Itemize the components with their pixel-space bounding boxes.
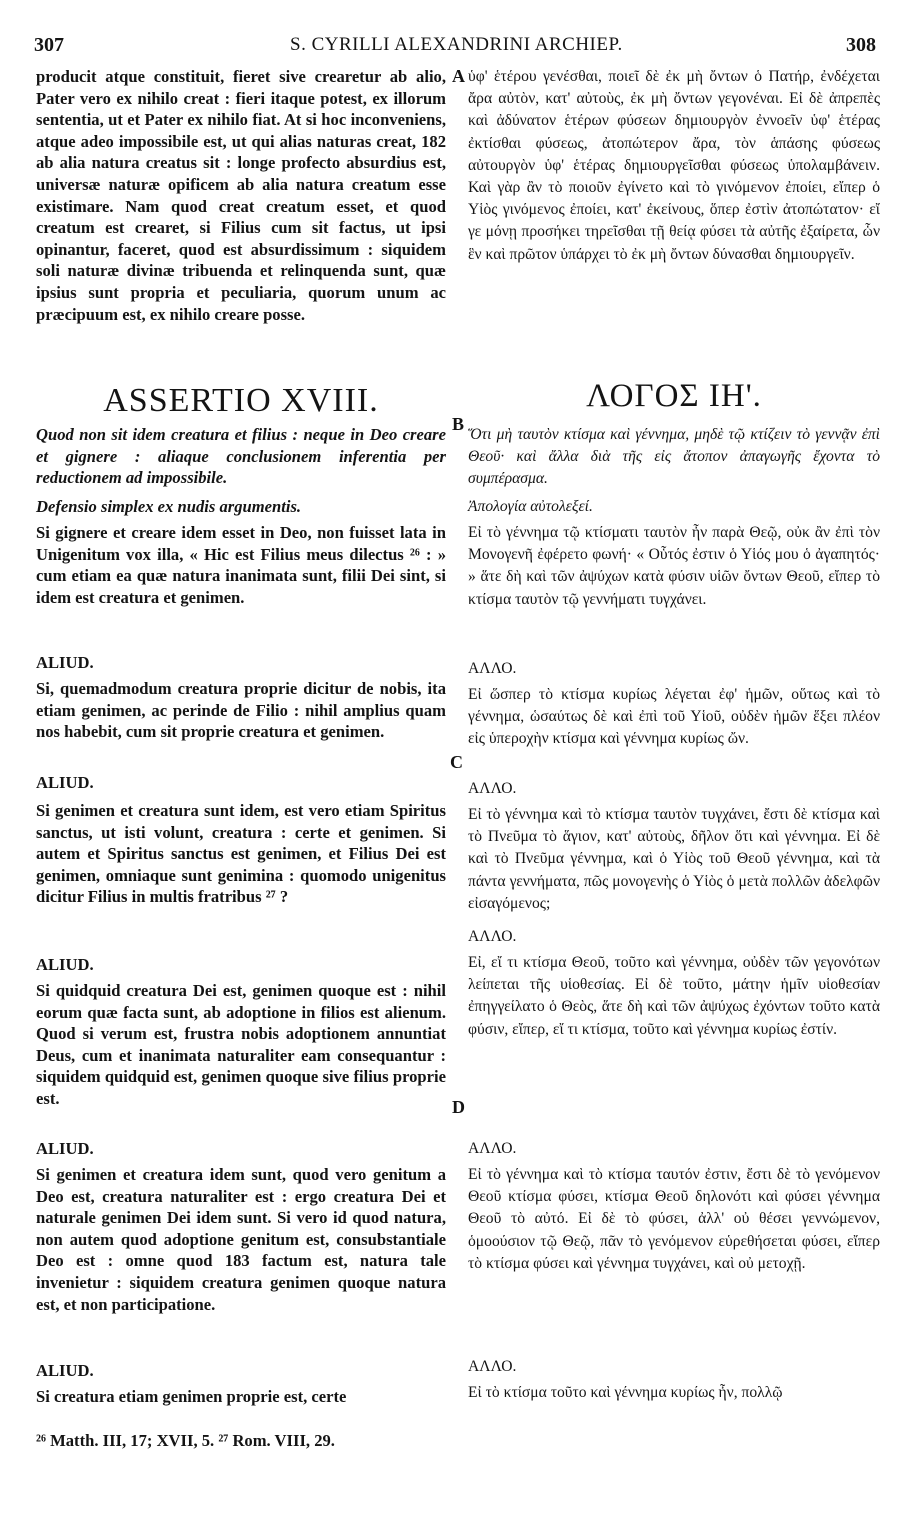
margin-letter-c: C [450, 752, 463, 772]
latin-paragraph-4: Si quidquid creatura Dei est, genimen quoque est : nihil eorum quæ facta sunt, ab adoptione in filios est alienum. Quod si verum est, frustra nobis adoptionem annuntiat Deus, cum et inanimata naturaliter eam consequantur : siquidem quidquid est, genimen quoque sive filius proprie est. [36, 981, 446, 1108]
right-page-number: 308 [846, 34, 876, 56]
greek-apologia-subtitle: Ἀπολογία αὐτολεξεί. [468, 498, 593, 515]
latin-aliud-3: ALIUD. [36, 955, 94, 974]
running-title: S. CYRILLI ALEXANDRINI ARCHIEP. [290, 34, 623, 55]
greek-paragraph-6: Εἰ τὸ κτίσμα τοῦτο καὶ γέννημα κυρίως ἦν, πολλῷ [468, 1384, 783, 1401]
latin-summary: Quod non sit idem creatura et filius : neque in Deo creare et gignere : aliaque conclusionem inferentia per reductionem ad impossibile. [36, 425, 446, 488]
latin-paragraph-3: Si genimen et creatura sunt idem, est vero etiam Spiritus sanctus, ut isti volunt, creatura : certe et genimen. Si autem et Spiritus sanctus est genimen, et Filius Dei est genimen, omniaque sunt genimina : quomodo unigenitus dicitur Filius in multis fratribus ²⁷ ? [36, 801, 446, 907]
latin-defensio-subtitle: Defensio simplex ex nudis argumentis. [36, 497, 302, 516]
latin-column [36, 66, 446, 1466]
greek-column [468, 66, 880, 1466]
latin-paragraph-5: Si genimen et creatura idem sunt, quod vero genitum a Deo est, creatura naturaliter est : ergo creatura Dei et naturale genimen Dei idem sunt. Si vero id quod natura, non autem quod adoptione genitum est, consubstantiale Deo est : omne quod 183 factum est, natura tale invenietur : siquidem creatura genimen quoque natura est, et non participatione. [36, 1165, 446, 1314]
greek-section-heading: ΛΟΓΟΣ ΙΗ'. [586, 378, 762, 414]
latin-section-heading: ASSERTIO XVIII. [103, 382, 379, 419]
greek-allo-3: ΑΛΛΟ. [468, 928, 517, 945]
greek-paragraph-2: Εἰ ὥσπερ τὸ κτίσμα κυρίως λέγεται ἐφ' ἡμῶν, οὕτως καὶ τὸ γέννημα, ὡσαύτως δὲ καὶ ἐπὶ τοῦ Υἱοῦ, οὐδὲν ἡμῶν ἕξει πλέον εἰς ὑπεροχὴν κτίσμα καὶ γέννημα κυρίως ὤν. [468, 686, 880, 748]
latin-paragraph-6: Si creatura etiam genimen proprie est, certe [36, 1387, 347, 1406]
greek-paragraph-1: Εἰ τὸ γέννημα τῷ κτίσματι ταυτὸν ἦν παρὰ Θεῷ, οὐκ ἂν ἐπὶ τὸν Μονογενῆ ἐφέρετο φωνή· « Οὗτός ἐστιν ὁ Υἱός μου ὁ ἀγαπητός· » ἅτε δὴ καὶ τῶν ἀψύχων κατὰ φύσιν υἱῶν ὄντων Θεοῦ, εἴπερ τὸ κτίσμα ταυτὸν τῷ γεννήματι τυγχάνει. [468, 524, 880, 608]
greek-allo-1: ΑΛΛΟ. [468, 660, 517, 677]
footnotes: ²⁶ Matth. III, 17; XVII, 5. ²⁷ Rom. VIII, 29. [36, 1431, 335, 1450]
greek-paragraph-5: Εἰ τὸ γέννημα καὶ τὸ κτίσμα ταυτόν ἐστιν, ἔστι δὲ τὸ γενόμενον Θεοῦ κτίσμα φύσει, κτίσμα Θεοῦ δηλονότι καὶ φύσει γέννημα Θεοῦ τὸ αὐτό. Εἰ δὲ τὸ φύσει, ἀλλ' οὐ θέσει γεννώμενον, ὁμοούσιον τῷ Θεῷ, πᾶν τὸ γενόμενον εὑρεθήσεται φύσει, εἴπερ τὸ κτίσμα φύσει καὶ γέννημα τυγχάνει, καὶ οὐ μετοχῇ. [468, 1166, 880, 1272]
latin-aliud-5: ALIUD. [36, 1361, 94, 1380]
latin-paragraph-1: Si gignere et creare idem esset in Deo, non fuisset lata in Unigenitum vox illa, « Hic est Filius meus dilectus ²⁶ : » cum etiam ea quæ natura inanimata sunt, filii Dei sint, si idem est creatura et genimen. [36, 523, 446, 607]
latin-aliud-2: ALIUD. [36, 773, 94, 792]
latin-aliud-1: ALIUD. [36, 653, 94, 672]
latin-paragraph-2: Si, quemadmodum creatura proprie dicitur de nobis, ita etiam genimen, ac perinde de Filio : nihil amplius quam nos habebit, cum sit proprie creatura et genimen. [36, 679, 446, 742]
left-page-number: 307 [34, 34, 64, 56]
latin-intro-paragraph: producit atque constituit, fieret sive crearetur ab alio, Pater vero ex nihilo creat : fieri itaque potest, ex illorum sententia, ut et Pater ex nihilo fiat. At si hoc inconveniens, atque adeo impossibile est, ut qui alias naturas creat, 182 ab alia natura creatus sit : longe profecto absurdius est, universæ naturæ opificem ab alia natura creatum esse existimare. Nam quod creat creatum esset, et quod creatum est crearet, si Filius cum sit factus, ut ipsi opinantur, faceret, quod est absurdissimum : siquidem soli naturæ divinæ tribuenda et relinquenda sunt, quæ ipsius sunt propria et peculiaria, quorum unum ac præcipuum est, ex nihilo creare posse. [36, 67, 446, 324]
latin-aliud-4: ALIUD. [36, 1139, 94, 1158]
greek-allo-5: ΑΛΛΟ. [468, 1358, 517, 1375]
greek-paragraph-3: Εἰ τὸ γέννημα καὶ τὸ κτίσμα ταυτὸν τυγχάνει, ἔστι δὲ κτίσμα καὶ τὸ Πνεῦμα τὸ ἅγιον, κατ' αὐτοὺς, δῆλον ὅτι καὶ γέννημα. Εἰ δὲ καὶ τὸ Πνεῦμα γέννημα, καὶ ὁ Υἱὸς τοῦ Θεοῦ γέννημα, καὶ τὰ πάντα γεννήματα, πῶς μονογενὴς ὁ Υἱὸς ὁ μετὰ πολλῶν ἀδελφῶν εἰσαγόμενος; [468, 806, 880, 912]
greek-intro-paragraph: ὑφ' ἑτέρου γενέσθαι, ποιεῖ δὲ ἐκ μὴ ὄντων ὁ Πατήρ, ἐνδέχεται ἄρα αὐτὸν, κατ' αὐτοὺς, ἐκ μὴ ὄντων γεγονέναι. Εἰ δὲ ἀπρεπὲς καὶ ἀδύνατον ἑτέρων φύσεων δημιουργὸν ἐννοεῖν ὑφ' ἑτέρας ἐκτίσθαι φύσεως, ἀτοπώτερον ἄρα, τὸν ἁπάσης φύσεως αὐτουργὸν ὑφ' ἑτέρας δημιουργεῖσθαι φύσεως ὑπολαμβάνειν. Καὶ γὰρ ἂν τὸ ποιοῦν ἐγίνετο καὶ τὸ γινόμενον ἐποίει, εἴπερ ὁ Υἱὸς γινόμενος ἐποίει, κατ' ἐκείνους, ὅπερ ἐστὶν ἀτοπώτατον· εἴ γε μόνῃ προσήκει τηρεῖσθαι τῇ θείᾳ φύσει τὰ αὐτῆς ἐξαίρετα, ὧν ἓν καὶ πρῶτον ὑπάρχει τὸ ἐκ μὴ ὄντων δύνασθαι δημιουργεῖν. [468, 68, 880, 263]
margin-letter-d: D [452, 1097, 465, 1117]
margin-letter-a: A [452, 66, 465, 86]
margin-letter-b: B [452, 414, 465, 434]
greek-allo-2: ΑΛΛΟ. [468, 780, 517, 797]
greek-summary: Ὅτι μὴ ταυτὸν κτίσμα καὶ γέννημα, μηδὲ τῷ κτίζειν τὸ γεννᾷν ἐπὶ Θεοῦ· καὶ ἄλλα διὰ τῆς εἰς ἄτοπον ἀπαγωγῆς ἔχοντα τὸ συμπέρασμα. [468, 426, 880, 488]
greek-paragraph-4: Εἰ, εἴ τι κτίσμα Θεοῦ, τοῦτο καὶ γέννημα, οὐδὲν τῶν γεγονότων λείπεται τῆς υἱοθεσίας. Εἰ δὲ τοῦτο, μάτην ἡμῖν υἱοθεσίαν ἐπηγγείλατο ὁ Θεὸς, ἅτε δὴ καὶ τῶν ἀψύχως ἐχόντων τοῦτο κατὰ φύσιν, εἴπερ, εἴ τι κτίσμα, τοῦτο καὶ γέννημα κυρίως ἐστίν. [468, 954, 880, 1038]
greek-allo-4: ΑΛΛΟ. [468, 1140, 517, 1157]
